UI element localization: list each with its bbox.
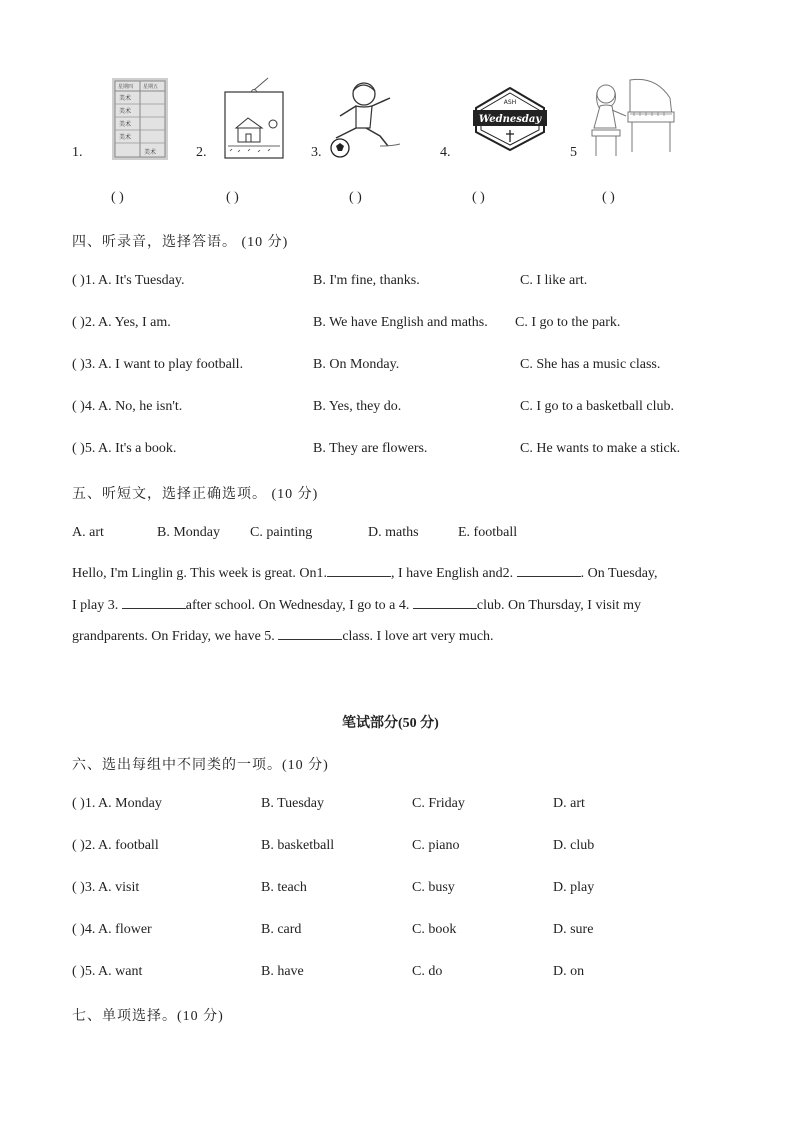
section6-question-1 <box>72 796 752 816</box>
question-stem: ( )1. A. It's Tuesday. <box>72 273 185 288</box>
option-d: D. maths <box>368 525 419 540</box>
option-d: D. on <box>553 964 585 979</box>
answer-paren-1[interactable]: ( ) <box>111 190 124 205</box>
section4-question-5 <box>72 441 752 461</box>
option-b: B. teach <box>261 880 307 895</box>
option-b: B. I'm fine, thanks. <box>313 273 420 288</box>
option-c: C. I go to a basketball club. <box>520 399 674 414</box>
option-c: C. I go to the park. <box>515 315 621 330</box>
blank-5[interactable] <box>278 625 342 640</box>
section5-passage: Hello, I'm Linglin g. This week is great. On1. , I have English and2. . On Tuesday, I play 3. after school. On Wednesday, I go to a 4. club. On Thursday, I visit my grandparents. On Friday, we have 5. class. I love art very much. <box>72 558 732 653</box>
svg-text:星期四: 星期四 <box>118 84 134 90</box>
option-d: D. club <box>553 838 595 853</box>
blank-2[interactable] <box>517 562 581 577</box>
option-c: C. painting <box>250 525 313 540</box>
picture-number-3: 3. <box>311 145 322 160</box>
question-stem: ( )4. A. No, he isn't. <box>72 399 183 414</box>
option-c: C. busy <box>412 880 455 895</box>
svg-text:ASH: ASH <box>503 99 517 106</box>
section5-title: 五、听短文，选择正确选项。 (10 分) <box>72 487 319 502</box>
section4-question-3 <box>72 357 752 377</box>
section6-question-3 <box>72 880 752 900</box>
option-c: C. He wants to make a stick. <box>520 441 681 456</box>
girl-playing-piano-icon <box>584 72 676 160</box>
section6-question-2 <box>72 838 752 858</box>
option-b: B. Tuesday <box>261 796 325 811</box>
option-c: C. book <box>412 922 457 937</box>
section4-title: 四、听录音，选择答语。 (10 分) <box>72 235 289 250</box>
svg-text:美术: 美术 <box>144 149 157 156</box>
option-b: B. They are flowers. <box>313 441 428 456</box>
svg-text:美术: 美术 <box>119 121 132 128</box>
boy-playing-football-icon <box>322 76 406 160</box>
section5-options <box>72 525 752 545</box>
picture-number-4: 4. <box>440 145 451 160</box>
blank-3[interactable] <box>122 594 186 609</box>
question-stem: ( )5. A. want <box>72 964 143 979</box>
option-b: B. have <box>261 964 304 979</box>
svg-text:星期五: 星期五 <box>143 84 159 90</box>
option-e: E. football <box>458 525 518 540</box>
picture-number-1: 1. <box>72 145 83 160</box>
section6-question-4 <box>72 922 752 942</box>
option-c: C. do <box>412 964 443 979</box>
option-c: C. I like art. <box>520 273 588 288</box>
option-b: B. card <box>261 922 302 937</box>
answer-paren-4[interactable]: ( ) <box>472 190 485 205</box>
option-c: C. piano <box>412 838 460 853</box>
section4-question-2 <box>72 315 752 335</box>
section6-question-5 <box>72 964 752 984</box>
answer-paren-3[interactable]: ( ) <box>349 190 362 205</box>
timetable-art-icon <box>112 78 168 160</box>
picture-number-2: 2. <box>196 145 207 160</box>
section4-question-4 <box>72 399 752 419</box>
svg-text:美术: 美术 <box>119 108 132 115</box>
option-b: B. Monday <box>157 525 220 540</box>
question-stem: ( )2. A. Yes, I am. <box>72 315 171 330</box>
question-stem: ( )2. A. football <box>72 838 159 853</box>
question-stem: ( )4. A. flower <box>72 922 152 937</box>
picture-number-5: 5 <box>570 145 577 160</box>
svg-text:Wednesday: Wednesday <box>478 114 542 125</box>
written-part-title: 笔试部分(50 分) <box>342 716 439 731</box>
answer-paren-5[interactable]: ( ) <box>602 190 615 205</box>
option-c: C. Friday <box>412 796 465 811</box>
section4-question-1 <box>72 273 752 293</box>
question-stem: ( )1. A. Monday <box>72 796 162 811</box>
section6-title: 六、选出每组中不同类的一项。(10 分) <box>72 758 329 773</box>
svg-text:美术: 美术 <box>119 95 132 102</box>
option-d: D. play <box>553 880 595 895</box>
option-c: C. She has a music class. <box>520 357 661 372</box>
blank-4[interactable] <box>413 594 477 609</box>
answer-paren-2[interactable]: ( ) <box>226 190 239 205</box>
option-b: B. Yes, they do. <box>313 399 402 414</box>
question-stem: ( )3. A. visit <box>72 880 140 895</box>
option-d: D. sure <box>553 922 594 937</box>
option-d: D. art <box>553 796 585 811</box>
svg-text:美术: 美术 <box>119 134 132 141</box>
option-b: B. We have English and maths. <box>313 315 488 330</box>
question-stem: ( )3. A. I want to play football. <box>72 357 244 372</box>
option-b: B. basketball <box>261 838 335 853</box>
blank-1[interactable] <box>327 562 391 577</box>
question-stem: ( )5. A. It's a book. <box>72 441 177 456</box>
house-postcard-icon <box>222 76 286 162</box>
option-a: A. art <box>72 525 104 540</box>
wednesday-badge-icon <box>472 86 548 152</box>
section7-title: 七、单项选择。(10 分) <box>72 1009 224 1024</box>
option-b: B. On Monday. <box>313 357 400 372</box>
